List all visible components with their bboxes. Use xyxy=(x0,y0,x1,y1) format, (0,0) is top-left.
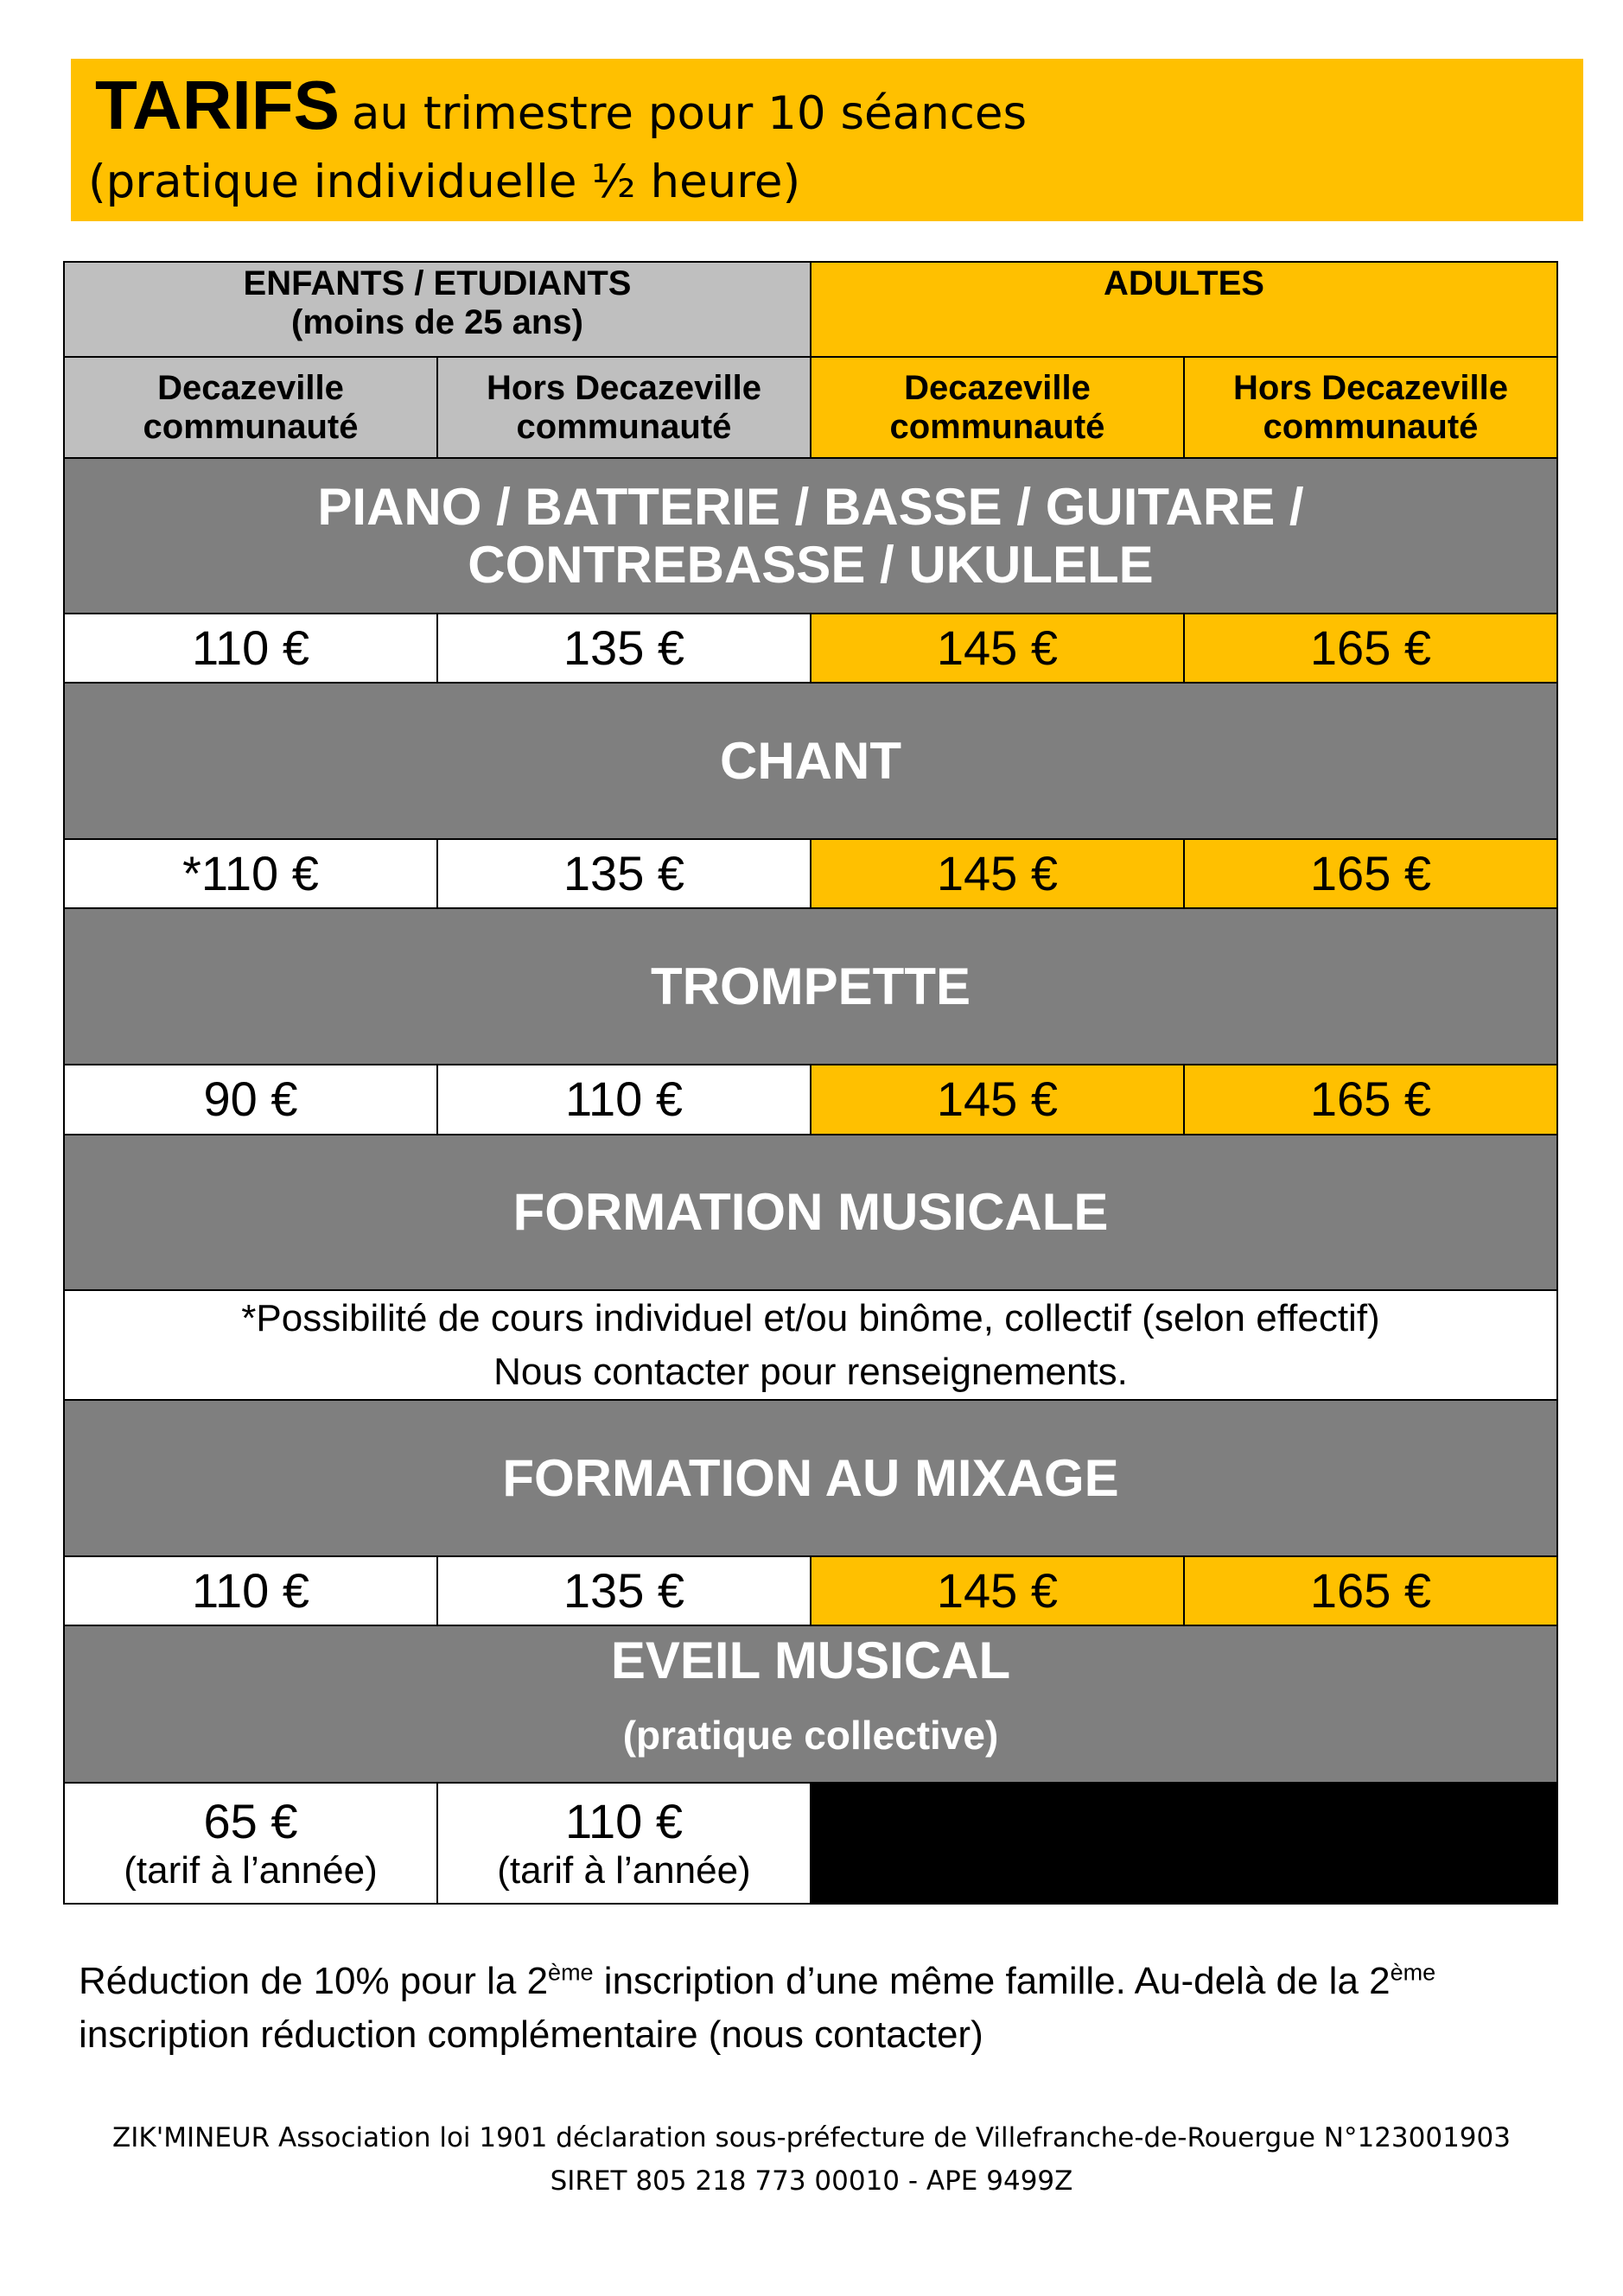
banner-line-2: (pratique individuelle ½ heure) xyxy=(88,156,801,208)
price-table xyxy=(63,261,1558,1905)
price-cell xyxy=(64,1783,437,1904)
header-col-line-2: communauté xyxy=(1263,407,1479,446)
price-cell: 165 € xyxy=(1184,1556,1557,1625)
price-cell xyxy=(437,1783,811,1904)
price-cell: 165 € xyxy=(1184,839,1557,908)
reduction-note xyxy=(79,1955,1582,2061)
header-enfants-line-2: (moins de 25 ans) xyxy=(291,302,583,341)
price-row-eveil xyxy=(64,1783,1557,1904)
section-title-line-1: EVEIL MUSICAL xyxy=(610,1631,1011,1689)
footer-line-1: ZIK'MINEUR Association loi 1901 déclaration sous-préfecture de Villefranche-de-Rouergue N°123001903 xyxy=(112,2122,1511,2153)
header-enfants-hors-decazeville xyxy=(437,357,811,458)
price-value: 110 € xyxy=(564,1794,683,1848)
header-row-columns xyxy=(64,357,1557,458)
reduction-text: inscription d’une même famille. Au-delà de la 2 xyxy=(593,1960,1391,2002)
section-row-eveil xyxy=(64,1625,1557,1783)
price-cell: 135 € xyxy=(437,839,811,908)
header-col-line-1: Hors Decazeville xyxy=(1233,368,1508,407)
section-row-trompette xyxy=(64,908,1557,1065)
note-line-1: *Possibilité de cours individuel et/ou binôme, collectif (selon effectif) xyxy=(241,1296,1380,1339)
header-adultes-decazeville xyxy=(811,357,1184,458)
section-row-formation-musicale xyxy=(64,1135,1557,1290)
header-adultes-hors-decazeville xyxy=(1184,357,1557,458)
header-col-line-1: Hors Decazeville xyxy=(487,368,761,407)
price-cell: 90 € xyxy=(64,1065,437,1135)
header-enfants-decazeville xyxy=(64,357,437,458)
section-title-line-1: PIANO / BATTERIE / BASSE / GUITARE / xyxy=(317,477,1304,536)
footer-line-2: SIRET 805 218 773 00010 - APE 9499Z xyxy=(550,2165,1073,2197)
title-banner xyxy=(71,59,1583,221)
price-cell: 145 € xyxy=(811,614,1184,683)
header-enfants xyxy=(64,262,811,357)
price-cell: 165 € xyxy=(1184,614,1557,683)
price-cell: 145 € xyxy=(811,1065,1184,1135)
section-subtitle: (pratique collective) xyxy=(622,1713,999,1759)
price-note: (tarif à l’année) xyxy=(124,1848,378,1892)
reduction-text: Réduction de 10% pour la 2 xyxy=(79,1960,549,2002)
price-note: (tarif à l’année) xyxy=(497,1848,751,1892)
header-col-line-2: communauté xyxy=(516,407,732,446)
section-title-trompette: TROMPETTE xyxy=(64,908,1557,1065)
price-row-trompette xyxy=(64,1065,1557,1135)
price-cell: 165 € xyxy=(1184,1065,1557,1135)
price-row-piano xyxy=(64,614,1557,683)
price-cell: 110 € xyxy=(437,1065,811,1135)
reduction-sup: ème xyxy=(1390,1959,1436,1986)
price-cell: 145 € xyxy=(811,839,1184,908)
price-cell: 110 € xyxy=(64,1556,437,1625)
price-cell: *110 € xyxy=(64,839,437,908)
header-col-line-1: Decazeville xyxy=(904,368,1091,407)
footer xyxy=(0,2117,1623,2203)
section-title-mixage: FORMATION AU MIXAGE xyxy=(64,1400,1557,1556)
header-adultes: ADULTES xyxy=(811,262,1557,357)
header-col-line-2: communauté xyxy=(143,407,359,446)
header-col-line-2: communauté xyxy=(889,407,1105,446)
header-row-groups xyxy=(64,262,1557,357)
price-row-mixage xyxy=(64,1556,1557,1625)
section-title-piano xyxy=(64,458,1557,614)
formation-musicale-note xyxy=(64,1290,1557,1400)
reduction-sup: ème xyxy=(548,1959,594,1986)
section-title-line-2: CONTREBASSE / UKULELE xyxy=(468,536,1154,594)
banner-subtitle: au trimestre pour 10 séances xyxy=(351,87,1028,140)
price-value: 65 € xyxy=(203,1794,298,1848)
section-title-formation-musicale: FORMATION MUSICALE xyxy=(64,1135,1557,1290)
price-cell: 135 € xyxy=(437,614,811,683)
empty-black-cell xyxy=(811,1783,1557,1904)
reduction-text: inscription réduction complémentaire (nous contacter) xyxy=(79,2013,983,2056)
price-cell: 110 € xyxy=(64,614,437,683)
price-row-chant xyxy=(64,839,1557,908)
banner-title: TARIFS xyxy=(95,67,340,143)
section-title-chant: CHANT xyxy=(64,683,1557,839)
price-cell: 135 € xyxy=(437,1556,811,1625)
section-row-piano xyxy=(64,458,1557,614)
section-row-mixage xyxy=(64,1400,1557,1556)
price-cell: 145 € xyxy=(811,1556,1184,1625)
note-line-2: Nous contacter pour renseignements. xyxy=(493,1350,1128,1393)
banner-line-1 xyxy=(95,66,1027,145)
header-col-line-1: Decazeville xyxy=(157,368,344,407)
header-enfants-line-1: ENFANTS / ETUDIANTS xyxy=(243,264,632,302)
section-row-chant xyxy=(64,683,1557,839)
note-row-formation-musicale xyxy=(64,1290,1557,1400)
section-title-eveil xyxy=(64,1625,1557,1783)
